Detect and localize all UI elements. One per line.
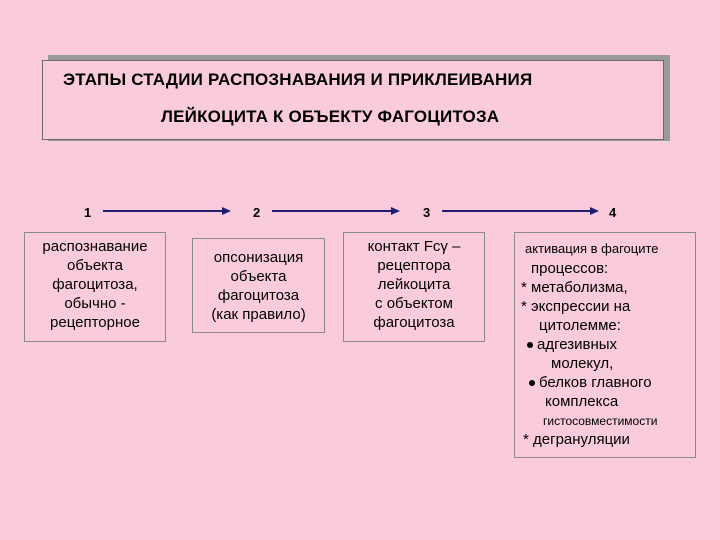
stage-4-line: гистосовместимости — [543, 414, 658, 428]
stage-4-line: процессов: — [531, 260, 609, 277]
stage-4-line: * дегрануляции — [523, 431, 630, 448]
stage-1-box — [24, 232, 166, 342]
stage-4-bullet-line — [529, 373, 652, 392]
step-number-2: 2 — [253, 205, 261, 220]
arrow-head-icon — [222, 207, 231, 215]
stage-4-line: комплекса — [545, 393, 619, 410]
stage-3-text: контакт Fcγ – рецептора лейкоцита с объектом фагоцитоза — [367, 238, 461, 331]
title-line-2: ЛЕЙКОЦИТА К ОБЪЕКТУ ФАГОЦИТОЗА — [161, 107, 500, 126]
arrow-2-to-3 — [272, 207, 400, 215]
stage-4-line: * экспрессии на — [521, 298, 631, 315]
step-number-4: 4 — [609, 205, 617, 220]
title-line-1: ЭТАПЫ СТАДИИ РАСПОЗНАВАНИЯ И ПРИКЛЕИВАНИЯ — [63, 70, 533, 89]
stage-4-line: адгезивных — [537, 336, 618, 353]
arrow-1-to-2 — [103, 207, 231, 215]
stage-4-line: молекул, — [551, 355, 614, 372]
stage-3-box — [343, 232, 485, 342]
stage-4-line: цитолемме: — [539, 317, 621, 334]
stage-4-bullet-line — [527, 335, 617, 354]
stage-4-line: активация в фагоците — [525, 241, 659, 256]
stage-2-box — [192, 238, 325, 333]
step-number-1: 1 — [84, 205, 92, 220]
arrow-3-to-4 — [442, 207, 599, 215]
arrow-head-icon — [590, 207, 599, 215]
bullet-icon — [527, 342, 533, 348]
bullet-icon — [529, 380, 535, 386]
stage-2-text: опсонизация объекта фагоцитоза (как правило) — [211, 249, 306, 323]
stage-4-box — [514, 232, 696, 458]
title-box — [42, 60, 664, 140]
arrow-head-icon — [391, 207, 400, 215]
step-number-3: 3 — [423, 205, 431, 220]
stage-4-line: * метаболизма, — [521, 279, 628, 296]
stage-4-line: белков главного — [539, 374, 652, 391]
stage-1-text: распознавание объекта фагоцитоза, обычно - рецепторное — [42, 238, 148, 331]
